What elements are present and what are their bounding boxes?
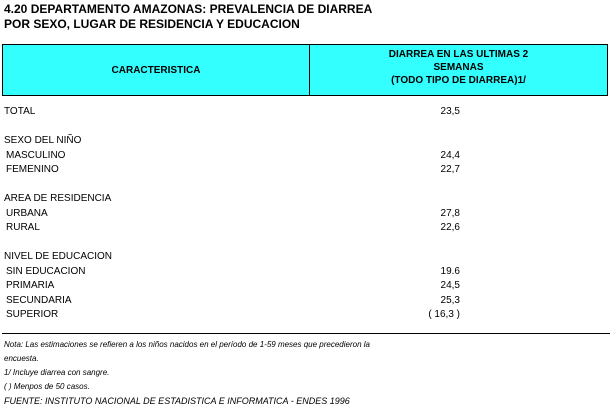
header-diarrea-line2: SEMANAS (433, 62, 484, 73)
row-label-femenino: FEMENINO (6, 164, 59, 175)
row-label-urbana: URBANA (6, 208, 48, 219)
section-heading-educacion: NIVEL DE EDUCACION (4, 251, 112, 262)
note-line-3: 1/ Incluye diarrea con sangre. (4, 368, 110, 377)
header-diarrea-line3: (TODO TIPO DE DIARREA)1/ (391, 75, 526, 86)
row-value-masculino: 24,4 (440, 150, 460, 161)
section-heading-sexo: SEXO DEL NIÑO (4, 135, 82, 146)
note-line-2: encuesta. (4, 354, 39, 363)
row-label-superior: SUPERIOR (6, 309, 59, 320)
row-value-sin-educacion: 19.6 (440, 266, 460, 277)
table-bottom-rule (2, 333, 610, 334)
header-caracteristica: CARACTERISTICA (111, 64, 201, 76)
row-label-primaria: PRIMARIA (6, 280, 55, 291)
header-diarrea (310, 48, 607, 87)
row-label-total: TOTAL (4, 106, 36, 117)
table-header (2, 44, 608, 96)
row-label-sin-educacion: SIN EDUCACION (6, 266, 86, 277)
note-line-4: ( ) Menpos de 50 casos. (4, 382, 90, 391)
row-label-secundaria: SECUNDARIA (6, 295, 72, 306)
section-heading-residencia: AREA DE RESIDENCIA (4, 193, 112, 204)
row-value-secundaria: 25,3 (440, 295, 460, 306)
page-title: 4.20 DEPARTAMENTO AMAZONAS: PREVALENCIA DE DIARREA (4, 2, 373, 16)
row-value-femenino: 22,7 (440, 164, 460, 175)
row-value-primaria: 24,5 (440, 280, 460, 291)
page-subtitle: POR SEXO, LUGAR DE RESIDENCIA Y EDUCACION (4, 17, 300, 31)
header-diarrea-line1: DIARREA EN LAS ULTIMAS 2 (388, 49, 529, 60)
row-value-total: 23,5 (440, 106, 460, 117)
row-value-rural: 22,6 (440, 222, 460, 233)
source-line: FUENTE: INSTITUTO NACIONAL DE ESTADISTICA E INFORMATICA - ENDES 1996 (4, 396, 350, 406)
row-value-urbana: 27,8 (440, 208, 460, 219)
note-line-1: Nota: Las estimaciones se refieren a los niños nacidos en el período de 1-59 meses que precedieron la (4, 340, 370, 349)
row-label-rural: RURAL (6, 222, 40, 233)
row-label-masculino: MASCULINO (6, 150, 66, 161)
row-value-superior: ( 16,3 ) (428, 309, 460, 320)
